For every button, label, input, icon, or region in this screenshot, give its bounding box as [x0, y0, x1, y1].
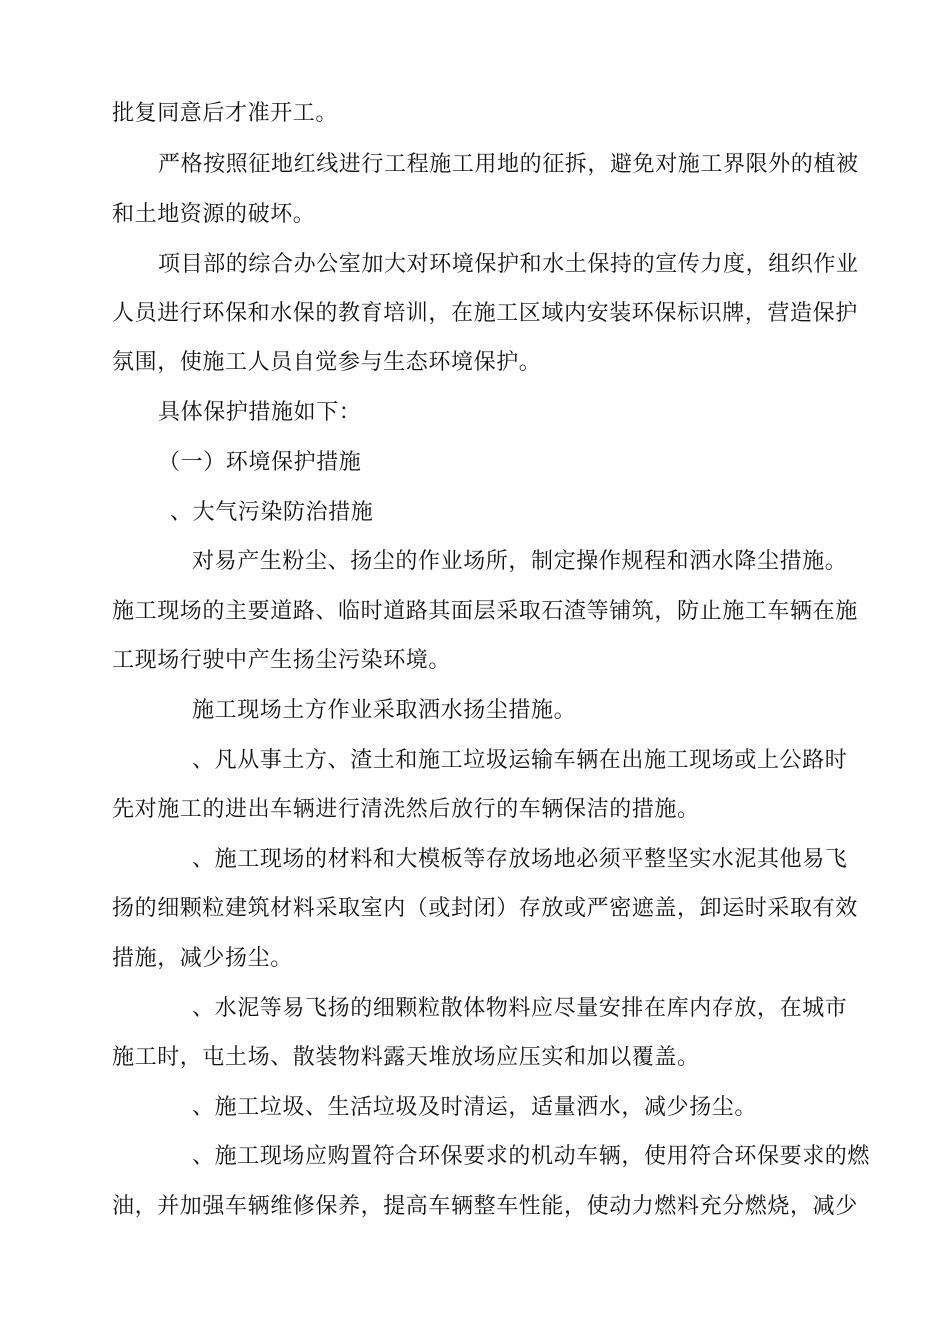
text-line: 扬的细颗粒建筑材料采取室内（或封闭）存放或严密遮盖，卸运时采取有效: [112, 896, 858, 921]
text-line: 先对施工的进出车辆进行清洗然后放行的车辆保洁的措施。: [112, 797, 700, 822]
subsection-heading: 、大气污染防治措施: [170, 500, 374, 525]
text-line: 对易产生粉尘、扬尘的作业场所，制定操作规程和洒水降尘措施。: [192, 549, 848, 574]
section-heading: （一）环境保护措施: [158, 450, 362, 475]
text-line: 、凡从事土方、渣土和施工垃圾运输车辆在出施工现场或上公路时: [192, 748, 848, 773]
text-line: 措施，减少扬尘。: [112, 946, 293, 971]
text-line: 施工现场的主要道路、临时道路其面层采取石渣等铺筑，防止施工车辆在施: [112, 599, 858, 624]
text-line: 严格按照征地红线进行工程施工用地的征拆，避免对施工界限外的植被: [158, 152, 859, 177]
text-line: 、水泥等易飞扬的细颗粒散体物料应尽量安排在库内存放，在城市: [192, 996, 848, 1021]
text-line: 和土地资源的破坏。: [112, 202, 316, 227]
text-line: 项目部的综合办公室加大对环境保护和水土保持的宣传力度，组织作业: [158, 252, 859, 277]
text-line: 工现场行驶中产生扬尘污染环境。: [112, 648, 452, 673]
text-line: 、施工垃圾、生活垃圾及时清运，适量洒水，减少扬尘。: [192, 1095, 758, 1120]
text-line: 、施工现场应购置符合环保要求的机动车辆，使用符合环保要求的燃: [192, 1144, 871, 1169]
text-line: 、施工现场的材料和大模板等存放场地必须平整坚实水泥其他易飞: [192, 847, 848, 872]
text-line: 批复同意后才准开工。: [112, 101, 339, 126]
text-line: 施工现场土方作业采取洒水扬尘措施。: [192, 698, 577, 723]
text-line: 氛围，使施工人员自觉参与生态环境保护。: [112, 350, 542, 375]
text-line: 施工时，屯土场、散装物料露天堆放场应压实和加以覆盖。: [112, 1045, 700, 1070]
text-line: 油，并加强车辆维修保养，提高车辆整车性能，使动力燃料充分燃烧，减少: [112, 1194, 858, 1219]
text-line: 具体保护措施如下：: [158, 400, 362, 425]
text-line: 人员进行环保和水保的教育培训，在施工区域内安装环保标识牌，营造保护: [112, 301, 858, 326]
